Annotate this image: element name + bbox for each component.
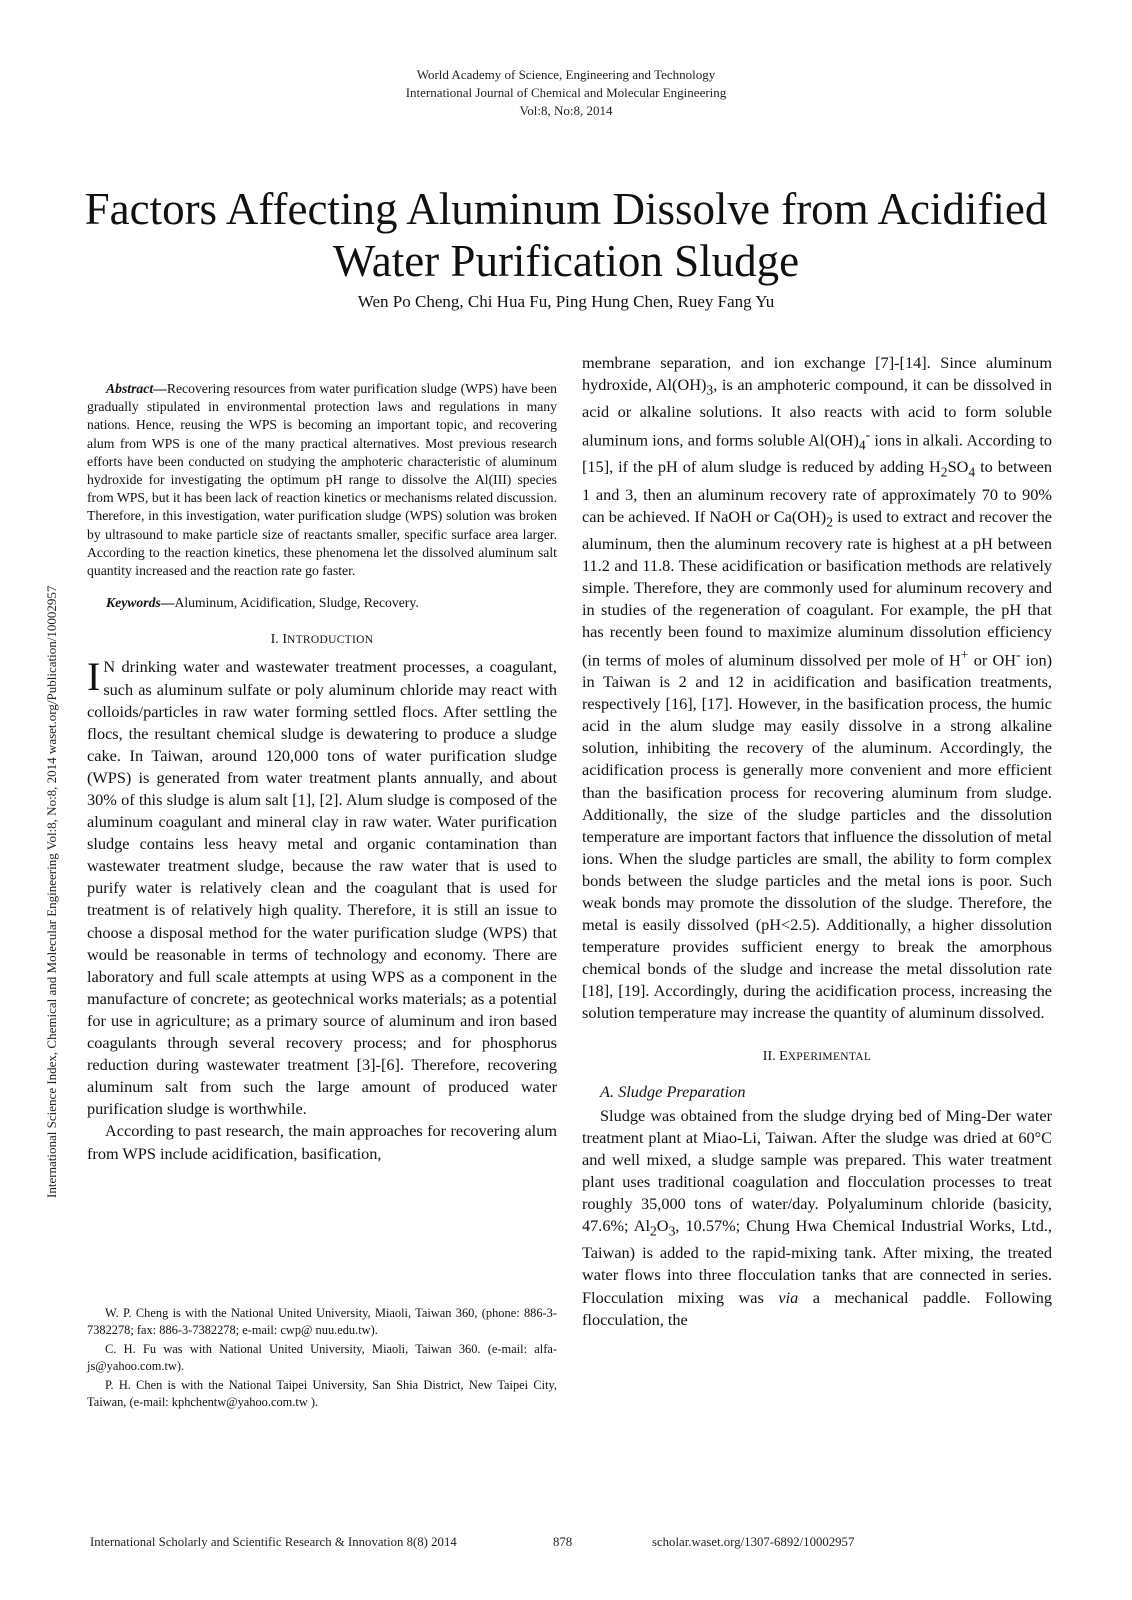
footer-publisher: International Scholarly and Scientific Research & Innovation 8(8) 2014 xyxy=(90,1535,457,1549)
abstract-text: Recovering resources from water purification sludge (WPS) have been gradually stipulated in environmental protection laws and regulations in many nations. Hence, reusing the WPS is becoming an important topic, and recovering alum from WPS is one of the many practical alternatives. Most previous research efforts have been conducted on studying the amphoteric characteristic of aluminum hydroxide for investigating the optimum pH range to dissolve the Al(III) species from WPS, but it has been lack of reaction kinetics or mechanisms related discussion. Therefore, in this investigation, water purification sludge (WPS) solution was broken by ultrasound to make particle size of reactants smaller, specific surface area larger. According to the reaction kinetics, these phenomena let the dissolved aluminum salt quantity increased and the reaction rate go faster. xyxy=(87,381,557,579)
section-heading-experimental: II. EXPERIMENTAL xyxy=(762,1048,872,1064)
author-list: Wen Po Cheng, Chi Hua Fu, Ping Hung Chen, Ruey Fang Yu xyxy=(357,292,775,311)
keywords-label: Keywords— xyxy=(106,595,175,611)
intro-paragraph-3: membrane separation, and ion exchange [7]-[14]. Since aluminum hydroxide, $Al(OH)_3$, is an amphoteric compound, it can be dissolved in acid or alkaline solutions. It also reacts with acid to form soluble aluminum ions, and forms soluble $Al(OH)_4^-$ ions in alkali. According to [15], if the pH of alum sludge is reduced by adding $H_2SO_4$ to between 1 and 3, then an aluminum recovery rate of approximately 70 to 90% can be achieved. If NaOH or $Ca(OH)_2$ is used to extract and recover the aluminum, then the aluminum recovery rate is highest at a pH between 11.2 and 11.8. These acidification or basification methods are relatively simple. Therefore, they are commonly used for aluminum recovery and in studies of the regeneration of coagulant. For example, the pH that has recently been found to maximize aluminum dissolution efficiency (in terms of moles of aluminum dissolved per mole of H+ or OH- ion) in Taiwan is 2 and 12 in acidification and basification treatments, respectively [16], [17]. However, in the basification process, the humic acid in the alum sludge may easily dissolve in a strong alkaline solution, inhibiting the recovery of the aluminum. Accordingly, the acidification process is generally more convenient and more efficient than the basification process for recovering aluminum from sludge. Additionally, the size of the sludge particles and the dissolution temperature are important factors that influence the dissolution of metal ions. When the sludge particles are small, the ability to form complex bonds between the sludge particles and the metal ions is poor. Such weak bonds may promote the dissolution of the sludge. Therefore, the metal is easily dissolved (pH<2.5). Additionally, a higher dissolution temperature provides sufficient energy to break the amorphous chemical bonds of the sludge and increase the metal dissolution rate [18], [19]. Accordingly, during the acidification process, increasing the solution temperature may increase the quantity of aluminum dissolved. xyxy=(582,353,1053,1023)
footer-page-number: 878 xyxy=(553,1535,573,1549)
side-citation xyxy=(42,498,62,1198)
abstract xyxy=(87,380,557,580)
keywords xyxy=(87,594,557,612)
subsection-heading-sludge-preparation: A. Sludge Preparation xyxy=(600,1081,746,1101)
intro-paragraph-2: According to past research, the main approaches for recovering alum from WPS include acidification, basification, xyxy=(87,1121,557,1163)
footnote-3: P. H. Chen is with the National Taipei University, San Shia District, New Taipei City, Taiwan, (e-mail: kphchentw@yahoo.com.tw ). xyxy=(87,1378,557,1409)
footnote-1: W. P. Cheng is with the National United University, Miaoli, Taiwan 360, (phone: 886-3-7382278; fax: 886-3-7382278; e-mail: cwp@ nuu.edu.tw). xyxy=(87,1306,557,1337)
author-footnotes xyxy=(87,1305,557,1413)
journal-header xyxy=(0,66,1132,120)
intro-paragraph-1: I N drinking water and wastewater treatment processes, a coagulant, such as aluminum sulfate or poly aluminum chloride may react with colloids/particles in raw water forming settled flocs. After settling the flocs, the resultant chemical sludge is dewatering to produce a sludge cake. In Taiwan, around 120,000 tons of water purification sludge (WPS) is generated from water treatment plants annually, and about 30% of this sludge is alum salt [1], [2]. Alum sludge is composed of the aluminum coagulant and mineral clay in raw water. Water purification sludge contains less heavy metal and organic contamination than wastewater treatment sludge, because the raw water that is used to purify water is relatively clean and the coagulant that is used for treatment is of relatively high quality. Therefore, it is still an issue to choose a disposal method for the water purification sludge (WPS) that would be reasonable in terms of technology and economy. There are laboratory and full scale attempts at using WPS as a component in the manufacture of concrete; as geotechnical works materials; as a potential for use in agriculture; as a primary source of aluminum and iron based coagulants through several recovery process; and for phosphorus reduction during wastewater treatment [3]-[6]. Therefore, recovering aluminum salt from such the large amount of produced water purification sludge is worthwhile. xyxy=(87,654,557,1119)
right-column xyxy=(582,352,1052,1331)
footer-url: scholar.waset.org/1307-6892/10002957 xyxy=(652,1535,855,1549)
abstract-label: Abstract— xyxy=(106,381,167,396)
drop-cap: I xyxy=(87,654,101,700)
experimental-paragraph-1: Sludge was obtained from the sludge drying bed of Ming-Der water treatment plant at Miao-Li, Taiwan. After the sludge was dried at 60°C and well mixed, a sludge sample was prepared. This water treatment plant uses traditional coagulation and flocculation processes to treat roughly 35,000 tons of water/day. Polyaluminum chloride (basicity, 47.6%; $Al_2O_3$, 10.57%; Chung Hwa Chemical Industrial Works, Ltd., Taiwan) is added to the rapid-mixing tank. After mixing, the treated water flows into three flocculation tanks that are connected in series. Flocculation mixing was via a mechanical paddle. Following flocculation, the xyxy=(582,1105,1052,1329)
footnote-2: C. H. Fu was with National United University, Miaoli, Taiwan 360. (e-mail: alfa-js@yahoo.com.tw). xyxy=(87,1342,557,1373)
journal-subtitle: International Journal of Chemical and Molecular Engineering xyxy=(405,85,727,100)
section-heading-introduction: I. INTRODUCTION xyxy=(270,632,374,648)
journal-volume: Vol:8, No:8, 2014 xyxy=(519,103,613,118)
keywords-text: Aluminum, Acidification, Sludge, Recovery. xyxy=(174,595,419,611)
paper-title: Factors Affecting Aluminum Dissolve from Acidified Water Purification Sludge xyxy=(84,184,1048,286)
journal-name: World Academy of Science, Engineering and Technology xyxy=(416,67,716,82)
left-column xyxy=(87,380,557,1165)
side-citation-text: International Science Index, Chemical and Molecular Engineering Vol:8, No:8, 2014 waset.org/Publication/10002957 xyxy=(44,585,59,1198)
